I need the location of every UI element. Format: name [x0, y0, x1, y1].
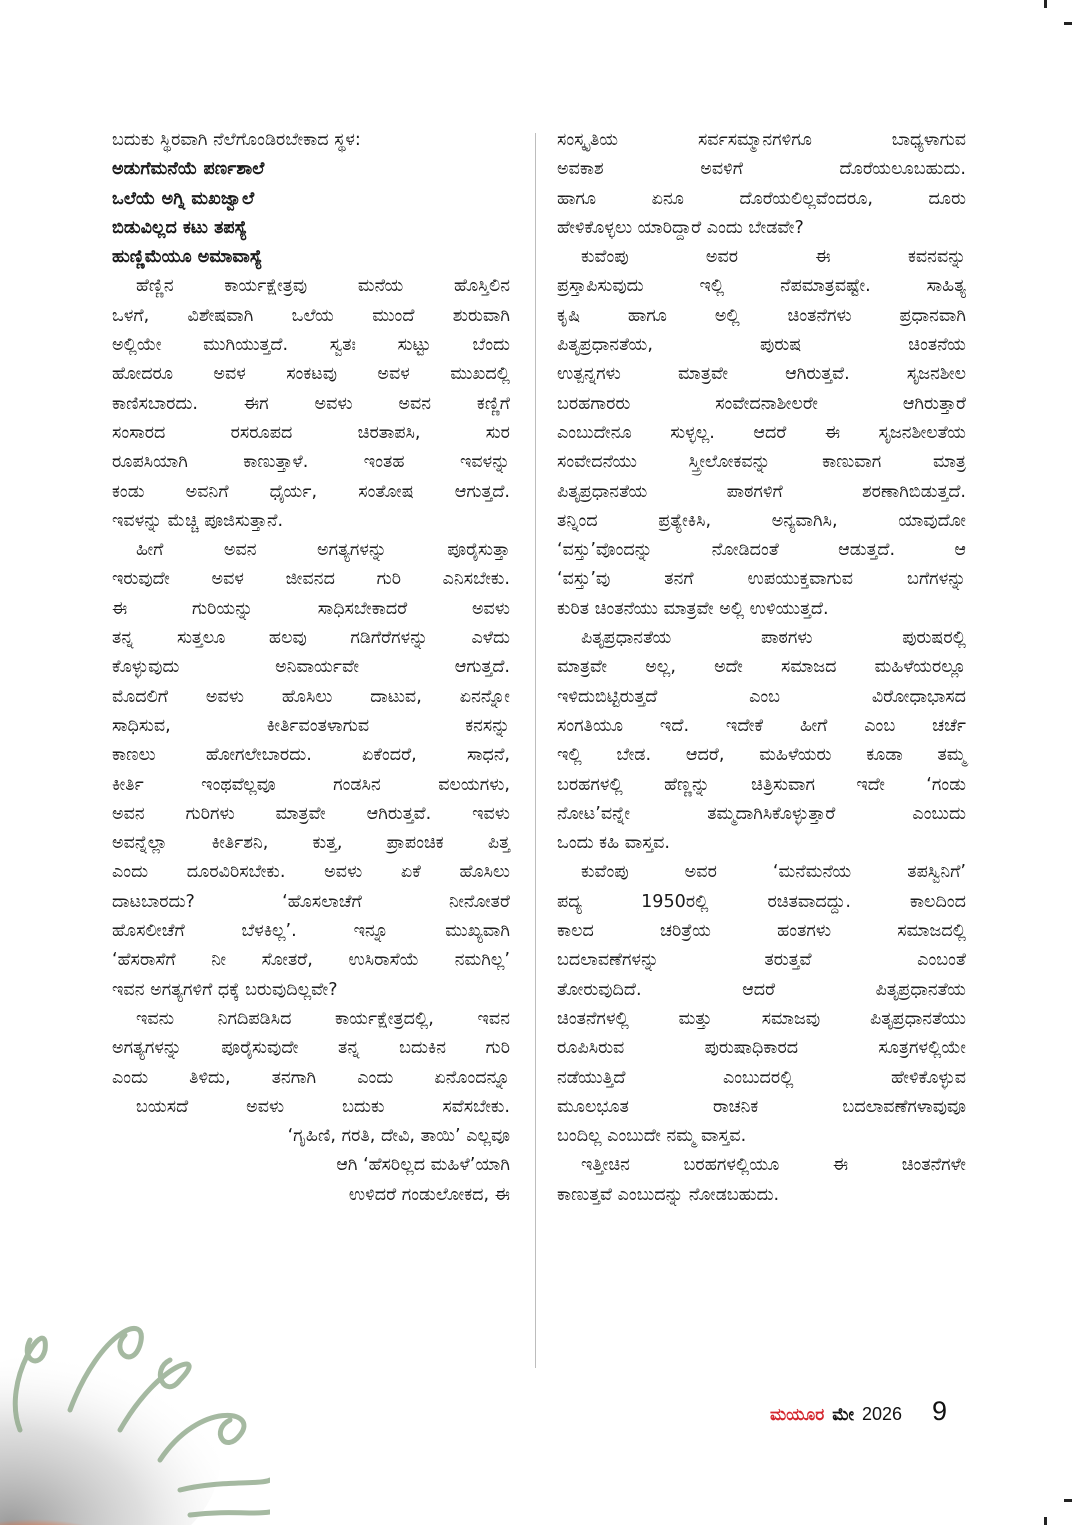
text-line: ಬಂದಿಲ್ಲ ಎಂಬುದೇ ನಮ್ಮ ವಾಸ್ತವ.	[557, 1126, 747, 1147]
text-line: ಈ ಗುರಿಯನ್ನು ಸಾಧಿಸಬೇಕಾದರೆ ಅವಳು	[112, 598, 510, 619]
text-line: ಅವಕಾಶ ಅವಳಿಗೆ ದೊರೆಯಲೂಬಹುದು.	[557, 159, 966, 180]
crop-mark-bottom-right	[1064, 1499, 1072, 1502]
text-line: ನಡೆಯುತ್ತಿದೆ ಎಂಬುದರಲ್ಲಿ ಹೇಳಿಕೊಳ್ಳುವ	[557, 1067, 966, 1088]
text-line: ಬಯಸದೆ ಅವಳು ಬದುಕು ಸವೆಸಬೇಕು.	[136, 1096, 510, 1117]
text-line: ಕಂಡು ಅವನಿಗೆ ಧೈರ್ಯ, ಸಂತೋಷ ಆಗುತ್ತದೆ.	[112, 481, 510, 502]
text-line: ಸಂವೇದನೆಯು ಸ್ತ್ರೀಲೋಕವನ್ನು ಕಾಣುವಾಗ ಮಾತ್ರ	[557, 452, 966, 473]
text-line: ಕಾಲದ ಚರಿತ್ರೆಯ ಹಂತಗಳು ಸಮಾಜದಲ್ಲಿ	[557, 921, 966, 942]
issue-month: ಮೇ	[832, 1405, 854, 1425]
text-line: ಕುವೆಂಪು ಅವರ ‘ಮನೆಮನೆಯ ತಪಸ್ವಿನಿಗೆ’	[581, 862, 966, 883]
text-line: ಸಂಸ್ಕೃತಿಯ ಸರ್ವಸಮ್ಮಾನಗಳಿಗೂ ಬಾಧ್ಯಳಾಗುವ	[557, 130, 966, 150]
text-line: ಬದುಕು ಸ್ಥಿರವಾಗಿ ನೆಲೆಗೊಂಡಿರಬೇಕಾದ ಸ್ಥಳ:	[112, 130, 361, 150]
crop-mark-top	[1044, 0, 1047, 8]
text-line: ತೋರುವುದಿದೆ. ಆದರೆ ಪಿತೃಪ್ರಧಾನತೆಯ	[557, 979, 966, 1000]
poem-line: ಅಡುಗೆಮನೆಯೆ ಪರ್ಣಶಾಲೆ	[112, 159, 265, 180]
text-line: ಪಿತೃಪ್ರಧಾನತೆಯ, ಪುರುಷ ಚಿಂತನೆಯ	[557, 335, 966, 356]
text-line: ಹೆಣ್ಣಿನ ಕಾರ್ಯಕ್ಷೇತ್ರವು ಮನೆಯ ಹೊಸ್ತಿಲಿನ	[136, 276, 510, 297]
page-number: 9	[932, 1396, 948, 1426]
text-line: ಅಲ್ಲಿಯೇ ಮುಗಿಯುತ್ತದೆ. ಸ್ವತಃ ಸುಟ್ಟು ಬೆಂದು	[112, 335, 510, 356]
text-line: ಉತ್ಪನ್ನಗಳು ಮಾತ್ರವೇ ಆಗಿರುತ್ತವೆ. ಸೃಜನಶೀಲ	[557, 364, 966, 385]
text-line: ಇಲ್ಲಿ ಬೇಡ. ಆದರೆ, ಮಹಿಳೆಯರು ಕೂಡಾ ತಮ್ಮ	[557, 745, 966, 766]
text-line: ಇರುವುದೇ ಅವಳ ಜೀವನದ ಗುರಿ ಎನಿಸಬೇಕು.	[112, 569, 510, 590]
text-line: ಕೃಷಿ ಹಾಗೂ ಅಲ್ಲಿ ಚಿಂತನೆಗಳು ಪ್ರಧಾನವಾಗಿ	[557, 305, 966, 326]
text-line: ಕೊಳ್ಳುವುದು ಅನಿವಾರ್ಯವೇ ಆಗುತ್ತದೆ.	[112, 657, 510, 678]
text-line: ‘ಗೃಹಿಣಿ, ಗರತಿ, ದೇವಿ, ತಾಯಿ’ ಎಲ್ಲವೂ	[287, 1126, 510, 1147]
text-line: ‘ಹೆಸರಾಸೆಗೆ ನೀ ಸೋತರೆ, ಉಸಿರಾಸೆಯೆ ನಮಗಿಲ್ಲ’	[112, 950, 510, 971]
text-line: ಪಿತೃಪ್ರಧಾನತೆಯ ಪಾಠಗಳಿಗೆ ಶರಣಾಗಿಬಿಡುತ್ತದೆ.	[557, 481, 966, 502]
text-line: ಅವನ ಗುರಿಗಳು ಮಾತ್ರವೇ ಆಗಿರುತ್ತವೆ. ಇವಳು	[112, 803, 510, 824]
text-line: ಮೊದಲಿಗೆ ಅವಳು ಹೊಸಿಲು ದಾಟುವ, ಏನನ್ನೋ	[112, 686, 510, 707]
text-line: ಆಗಿ ‘ಹೆಸರಿಲ್ಲದ ಮಹಿಳೆ’ಯಾಗಿ	[336, 1155, 510, 1176]
issue-year: 2026	[861, 1404, 903, 1424]
text-line: ಕುರಿತ ಚಿಂತನೆಯು ಮಾತ್ರವೇ ಅಲ್ಲಿ ಉಳಿಯುತ್ತದೆ.	[557, 598, 829, 619]
text-line: ತನ್ನ ಸುತ್ತಲೂ ಹಲವು ಗಡಿಗೆರೆಗಳನ್ನು ಎಳೆದು	[112, 628, 510, 649]
text-line: ರೂಪಸಿಯಾಗಿ ಕಾಣುತ್ತಾಳೆ. ಇಂತಹ ಇವಳನ್ನು	[112, 452, 510, 473]
text-line: ಪಿತೃಪ್ರಧಾನತೆಯ ಪಾಠಗಳು ಪುರುಷರಲ್ಲಿ	[581, 628, 966, 649]
decorative-flower-illustration	[0, 1290, 270, 1525]
text-line: ಅಗತ್ಯಗಳನ್ನು ಪೂರೈಸುವುದೇ ತನ್ನ ಬದುಕಿನ ಗುರಿ	[112, 1038, 510, 1059]
text-line: ಕಾಣುತ್ತವೆ ಎಂಬುದನ್ನು ನೋಡಬಹುದು.	[557, 1184, 780, 1205]
column-divider	[535, 133, 536, 1368]
text-line: ಹೋದರೂ ಅವಳ ಸಂಕಟವು ಅವಳ ಮುಖದಲ್ಲಿ	[112, 364, 510, 385]
poem-line: ಬಿಡುವಿಲ್ಲದ ಕಟು ತಪಸ್ಯೆ	[112, 217, 248, 238]
crop-mark-top-right	[1064, 22, 1072, 25]
text-line: ನೋಟ’ವನ್ನೇ ತಮ್ಮದಾಗಿಸಿಕೊಳ್ಳುತ್ತಾರೆ ಎಂಬುದು	[557, 803, 966, 824]
page-footer	[770, 1396, 947, 1428]
crop-mark-bottom	[1044, 1517, 1047, 1525]
text-line: ಹೊಸಲೀಚೆಗೆ ಬೆಳಕಿಲ್ಲ’. ಇನ್ನೂ ಮುಖ್ಯವಾಗಿ	[112, 921, 510, 942]
text-line: ಎಂಬುದೇನೂ ಸುಳ್ಳಲ್ಲ. ಆದರೆ ಈ ಸೃಜನಶೀಲತೆಯ	[557, 422, 966, 443]
text-line: ಇವನು ನಿಗದಿಪಡಿಸಿದ ಕಾರ್ಯಕ್ಷೇತ್ರದಲ್ಲಿ, ಇವನ	[136, 1008, 510, 1029]
text-line: ಚಿಂತನೆಗಳಲ್ಲಿ ಮತ್ತು ಸಮಾಜವು ಪಿತೃಪ್ರಧಾನತೆಯು	[557, 1008, 966, 1029]
text-line: ಹೇಳಿಕೊಳ್ಳಲು ಯಾರಿದ್ದಾರೆ ಎಂದು ಬೇಡವೇ?	[557, 217, 804, 238]
text-line: ಸಂಸಾರದ ರಸರೂಪದ ಚಿರತಾಪಸಿ, ಸುರ	[112, 422, 510, 443]
text-line: ದಾಟಬಾರದು? ‘ಹೊಸಲಾಚೆಗೆ ನೀನೋತರೆ	[112, 891, 510, 912]
text-line: ಒಳಗೆ, ವಿಶೇಷವಾಗಿ ಒಲೆಯ ಮುಂದೆ ಶುರುವಾಗಿ	[112, 305, 510, 326]
text-line: ಬರಹಗಾರರು ಸಂವೇದನಾಶೀಲರೇ ಆಗಿರುತ್ತಾರೆ	[557, 393, 966, 414]
text-line: ಕಾಣಿಸಬಾರದು. ಈಗ ಅವಳು ಅವನ ಕಣ್ಣಿಗೆ	[112, 393, 510, 414]
text-line: ಇಳಿದುಬಿಟ್ಟಿರುತ್ತದೆ ಎಂಬ ವಿರೋಧಾಭಾಸದ	[557, 686, 966, 707]
text-line: ಉಳಿದರೆ ಗಂಡುಲೋಕದ, ಈ	[348, 1184, 510, 1205]
text-line: ಕೀರ್ತಿ ಇಂಥವೆಲ್ಲವೂ ಗಂಡಸಿನ ವಲಯಗಳು,	[112, 774, 510, 795]
article-column-right	[557, 126, 966, 1210]
text-line: ಇವನ ಅಗತ್ಯಗಳಿಗೆ ಧಕ್ಕೆ ಬರುವುದಿಲ್ಲವೇ?	[112, 979, 338, 1000]
text-line: ಕಾಣಲು ಹೋಗಲೇಬಾರದು. ಏಕೆಂದರೆ, ಸಾಧನೆ,	[112, 745, 510, 766]
text-line: ಮಾತ್ರವೇ ಅಲ್ಲ, ಅದೇ ಸಮಾಜದ ಮಹಿಳೆಯರಲ್ಲೂ	[557, 657, 966, 678]
text-line: ಹಾಗೂ ಏನೂ ದೊರೆಯಲಿಲ್ಲವೆಂದರೂ, ದೂರು	[557, 188, 966, 209]
text-line: ಬರಹಗಳಲ್ಲಿ ಹೆಣ್ಣನ್ನು ಚಿತ್ರಿಸುವಾಗ ಇದೇ ‘ಗಂಡು	[557, 774, 966, 795]
text-line: ‘ವಸ್ತು’ವೊಂದನ್ನು ನೋಡಿದಂತೆ ಆಡುತ್ತದೆ. ಆ	[557, 540, 966, 561]
text-line: ರೂಪಿಸಿರುವ ಪುರುಷಾಧಿಕಾರದ ಸೂತ್ರಗಳಲ್ಲಿಯೇ	[557, 1038, 966, 1059]
text-line: ಎಂದು ದೂರವಿರಿಸಬೇಕು. ಅವಳು ಏಕೆ ಹೊಸಿಲು	[112, 862, 510, 883]
article-column-left	[112, 126, 510, 1210]
magazine-name: ಮಯೂರ	[770, 1405, 825, 1425]
text-line: ಮೂಲಭೂತ ರಾಚನಿಕ ಬದಲಾವಣೆಗಳಾವುವೂ	[557, 1096, 966, 1117]
text-line: ಬದಲಾವಣೆಗಳನ್ನು ತರುತ್ತವೆ ಎಂಬಂತೆ	[557, 950, 966, 971]
text-line: ಸಾಧಿಸುವ, ಕೀರ್ತಿವಂತಳಾಗುವ ಕನಸನ್ನು	[112, 715, 510, 736]
text-line: ಸಂಗತಿಯೂ ಇದೆ. ಇದೇಕೆ ಹೀಗೆ ಎಂಬ ಚರ್ಚೆ	[557, 715, 966, 736]
text-line: ಎಂದು ತಿಳಿದು, ತನಗಾಗಿ ಎಂದು ಏನೊಂದನ್ನೂ	[112, 1067, 510, 1088]
text-line: ಇತ್ತೀಚಿನ ಬರಹಗಳಲ್ಲಿಯೂ ಈ ಚಿಂತನೆಗಳೇ	[581, 1155, 966, 1176]
poem-line: ಒಲೆಯೆ ಅಗ್ನಿ ಮಖಜ್ವಾಲೆ	[112, 188, 255, 209]
text-line: ಪದ್ಯ 1950ರಲ್ಲಿ ರಚಿತವಾದದ್ದು. ಕಾಲದಿಂದ	[557, 891, 966, 912]
text-line: ‘ವಸ್ತು’ವು ತನಗೆ ಉಪಯುಕ್ತವಾಗುವ ಬಗೆಗಳನ್ನು	[557, 569, 966, 590]
text-line: ಇವಳನ್ನು ಮೆಚ್ಚಿ ಪೂಜಿಸುತ್ತಾನೆ.	[112, 510, 284, 531]
text-line: ಹೀಗೆ ಅವನ ಅಗತ್ಯಗಳನ್ನು ಪೂರೈಸುತ್ತಾ	[136, 540, 510, 561]
text-line: ತನ್ನಿಂದ ಪ್ರತ್ಯೇಕಿಸಿ, ಅನ್ಯವಾಗಿಸಿ, ಯಾವುದೋ	[557, 510, 966, 531]
text-line: ಕುವೆಂಪು ಅವರ ಈ ಕವನವನ್ನು	[581, 247, 966, 268]
poem-line: ಹುಣ್ಣಿಮೆಯೂ ಅಮಾವಾಸ್ಯೆ	[112, 247, 263, 268]
text-line: ಪ್ರಸ್ತಾಪಿಸುವುದು ಇಲ್ಲಿ ನೆಪಮಾತ್ರವಷ್ಟೇ. ಸಾಹಿತ್ಯ	[557, 276, 966, 297]
text-line: ಅವನ್ನೆಲ್ಲಾ ಕೀರ್ತಿಶನಿ, ಕುತ್ತ, ಪ್ರಾಪಂಚಿಕ ಪಿತ್ತ	[112, 833, 510, 854]
text-line: ಒಂದು ಕಹಿ ವಾಸ್ತವ.	[557, 833, 670, 854]
